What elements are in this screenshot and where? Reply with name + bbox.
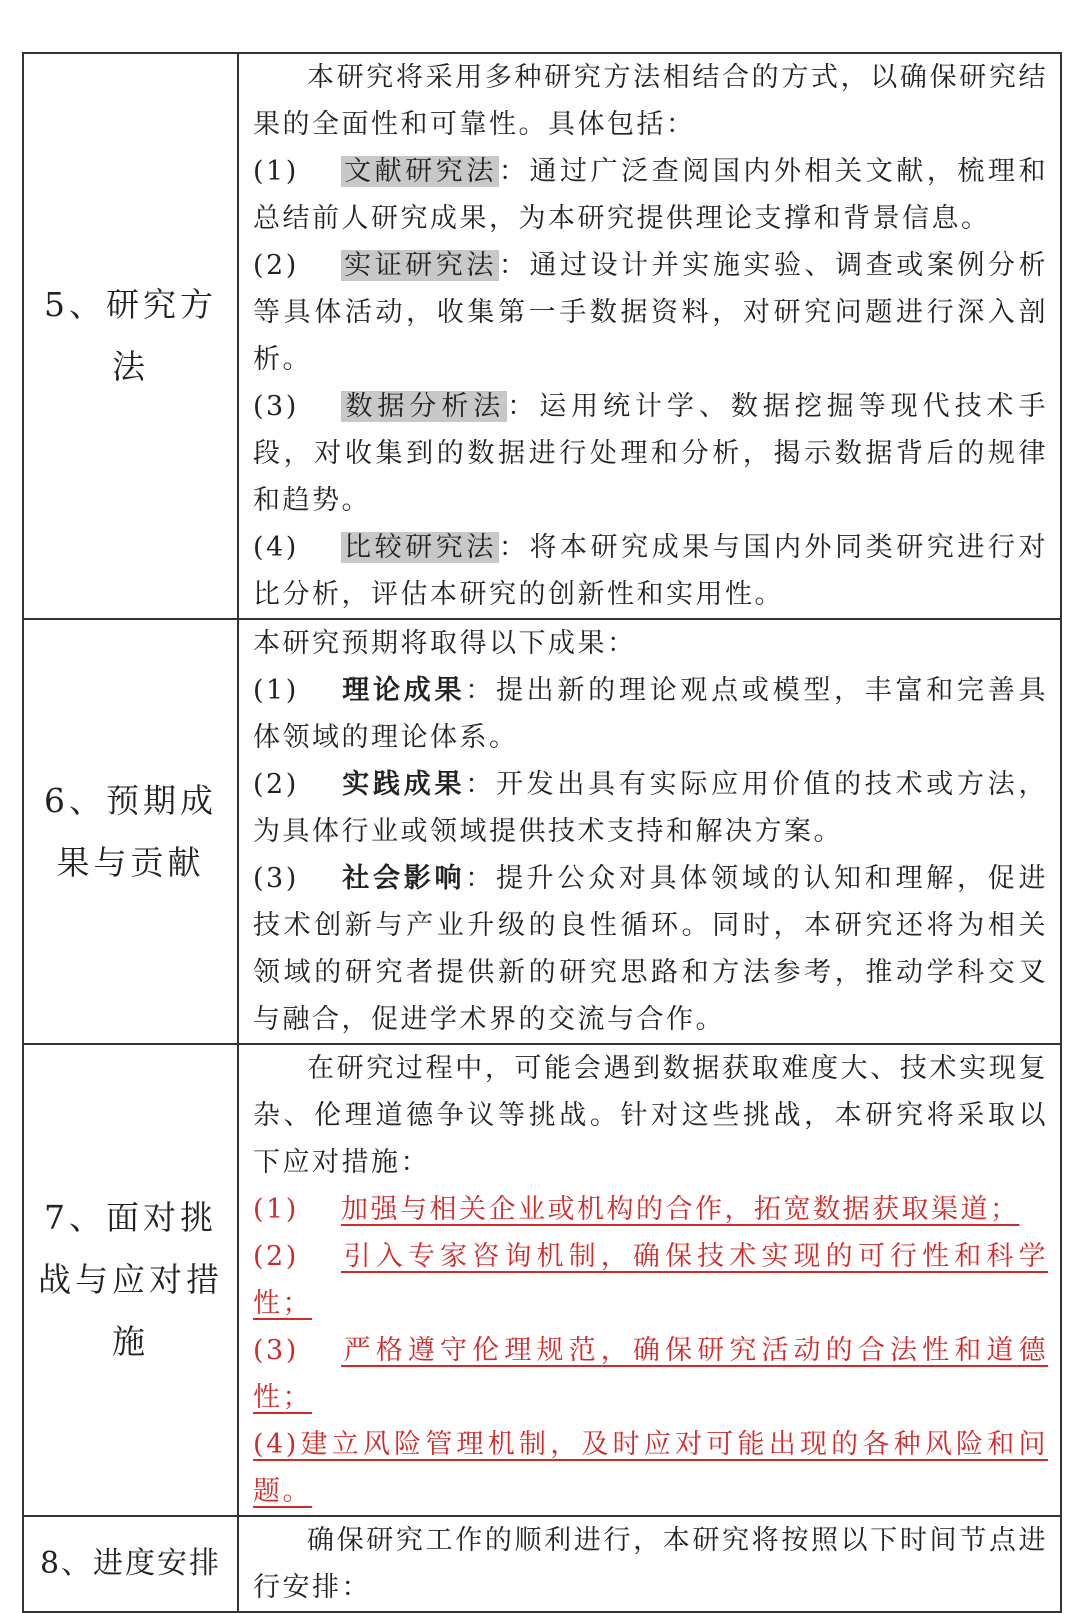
highlighted-term: 比较研究法 (343, 532, 497, 563)
section-heading: 8、进度安排 (39, 1546, 222, 1581)
paragraph: 确保研究工作的顺利进行，本研究将按照以下时间节点进行安排： (253, 1525, 1048, 1603)
item-number: (2) (253, 250, 299, 281)
highlighted-term: 实证研究法 (343, 250, 497, 281)
item-number: (2) (253, 1241, 299, 1272)
list-item (253, 242, 1048, 383)
item-text: ：将本研究成果与国内外同类研究进行对比分析，评估本研究的创新性和实用性。 (253, 532, 1049, 610)
bold-term: 理论成果 (341, 675, 466, 706)
proposal-table (22, 52, 1062, 1613)
item-number: (3) (253, 863, 299, 894)
paragraph: 本研究预期将取得以下成果： (253, 628, 637, 659)
item-number: (4) (253, 532, 299, 563)
item-text: 建立风险管理机制，及时应对可能出现的各种风险和问题。 (253, 1429, 1048, 1507)
item-number: (3) (253, 1335, 299, 1366)
bold-term: 社会影响 (341, 863, 466, 894)
item-text: ：提出新的理论观点或模型，丰富和完善具体领域的理论体系。 (253, 675, 1049, 753)
item-number: (1) (253, 156, 299, 187)
item-number: (4) (253, 1429, 299, 1460)
item-text: ：通过广泛查阅国内外相关文献，梳理和总结前人研究成果，为本研究提供理论支撑和背景信息。 (253, 156, 1049, 234)
list-item (253, 1327, 1048, 1421)
row-content-schedule (238, 1516, 1061, 1612)
highlighted-term: 文献研究法 (343, 156, 497, 187)
item-text: 引入专家咨询机制，确保技术实现的可行性和科学性； (253, 1241, 1048, 1319)
list-item (253, 761, 1048, 855)
item-number: (1) (253, 675, 299, 706)
bold-term: 实践成果 (341, 769, 466, 800)
paragraph: 本研究将采用多种研究方法相结合的方式，以确保研究结果的全面性和可靠性。具体包括： (253, 62, 1048, 140)
list-item (253, 524, 1048, 618)
item-text: ：通过设计并实施实验、调查或案例分析等具体活动，收集第一手数据资料，对研究问题进行深入剖析。 (253, 250, 1049, 375)
item-text: ：开发出具有实际应用价值的技术或方法，为具体行业或领域提供技术支持和解决方案。 (253, 769, 1049, 847)
item-text: 加强与相关企业或机构的合作，拓宽数据获取渠道； (341, 1194, 1020, 1225)
row-label-methods (23, 53, 238, 619)
row-content-outcomes (238, 619, 1061, 1044)
list-item (253, 855, 1048, 1043)
list-item (253, 383, 1048, 524)
section-heading: 5、研究方法 (44, 285, 217, 386)
table-row (23, 53, 1061, 619)
list-item (253, 148, 1048, 242)
row-label-schedule (23, 1516, 238, 1612)
row-label-challenges (23, 1044, 238, 1516)
section-heading: 7、面对挑战与应对措施 (38, 1198, 223, 1361)
item-number: (2) (253, 769, 299, 800)
list-item (253, 667, 1048, 761)
section-heading: 6、预期成果与贡献 (44, 780, 217, 882)
row-label-outcomes (23, 619, 238, 1044)
item-text: ：运用统计学、数据挖掘等现代技术手段，对收集到的数据进行处理和分析，揭示数据背后的规律和趋势。 (253, 391, 1049, 516)
paragraph: 在研究过程中，可能会遇到数据获取难度大、技术实现复杂、伦理道德争议等挑战。针对这些挑战，本研究将采取以下应对措施： (253, 1053, 1048, 1178)
item-text: ：提升公众对具体领域的认知和理解，促进技术创新与产业升级的良性循环。同时，本研究还将为相关领域的研究者提供新的研究思路和方法参考，推动学科交叉与融合，促进学术界的交流与合作。 (253, 863, 1049, 1035)
table-row (23, 1516, 1061, 1612)
table-row (23, 1044, 1061, 1516)
highlighted-term: 数据分析法 (343, 391, 506, 422)
item-number: (1) (253, 1194, 299, 1225)
item-number: (3) (253, 391, 299, 422)
row-content-methods (238, 53, 1061, 619)
item-text: 严格遵守伦理规范，确保研究活动的合法性和道德性； (253, 1335, 1048, 1413)
row-content-challenges (238, 1044, 1061, 1516)
list-item (253, 1186, 1048, 1233)
table-row (23, 619, 1061, 1044)
list-item (253, 1421, 1048, 1515)
list-item (253, 1233, 1048, 1327)
